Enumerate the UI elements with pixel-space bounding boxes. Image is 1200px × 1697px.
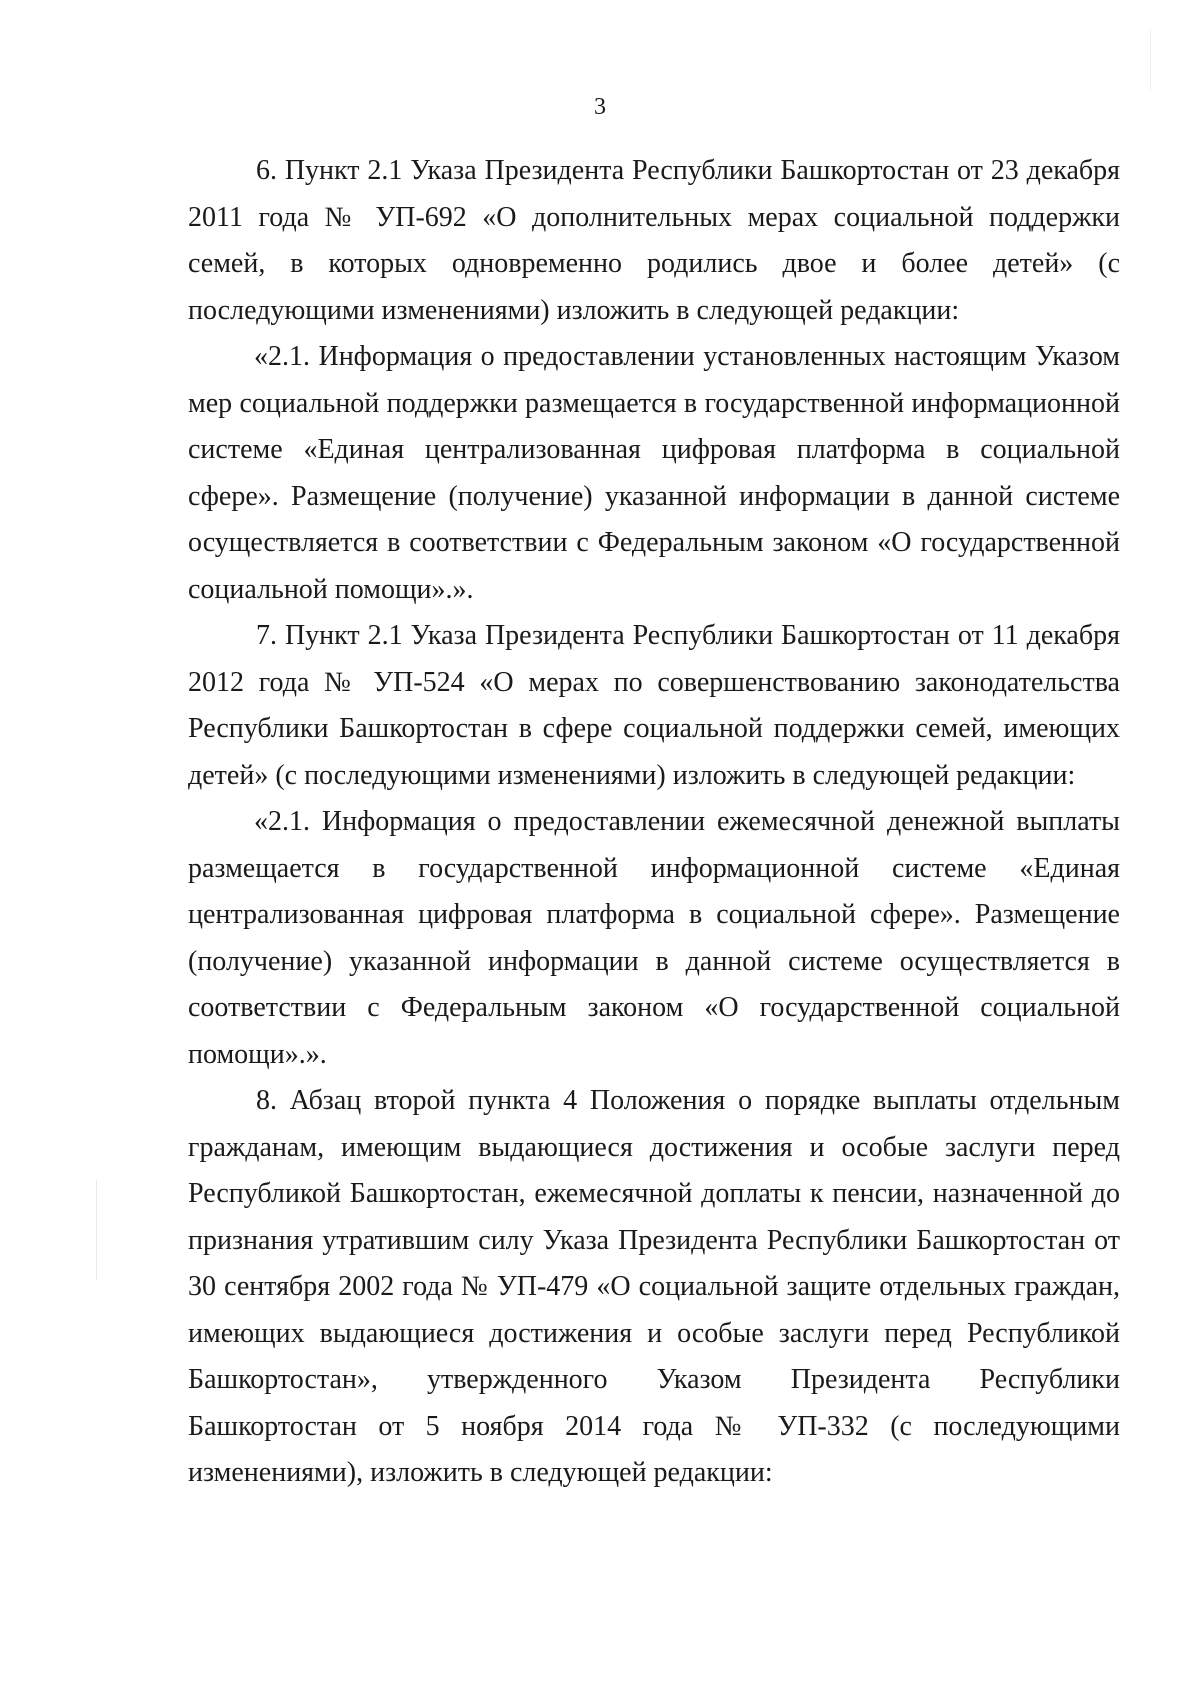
- paragraph-quote-2-1-first: «2.1. Информация о предоставлении установленных настоящим Указом мер социальной поддержки размещается в государственной информационной системе «Единая централизованная цифровая платформа в социальной сфере». Размещение (получение) указанной информации в данной системе осуществляется в соответствии с Федеральным законом «О государственной социальной помощи».».: [188, 341, 1120, 605]
- scan-artifact-line: [1150, 30, 1151, 90]
- paragraph-item-8: 8. Абзац второй пункта 4 Положения о порядке выплаты отдельным гражданам, имеющим выдающиеся достижения и особые заслуги перед Республикой Башкортостан, ежемесячной доплаты к пенсии, назначенной до признания утратившим силу Указа Президента Республики Башкортостан от 30 сентября 2002 года № УП-479 «О социальной защите отдельных граждан, имеющих выдающиеся достижения и особые заслуги перед Республикой Башкортостан», утвержденного Указом Президента Республики Башкортостан от 5 ноября 2014 года № УП-332 (с последующими изменениями), изложить в следующей редакции:: [188, 1085, 1120, 1488]
- document-body: [188, 148, 1120, 1497]
- paragraph-item-7: 7. Пункт 2.1 Указа Президента Республики Башкортостан от 11 декабря 2012 года № УП-524 «О мерах по совершенствованию законодательства Республики Башкортостан в сфере социальной поддержки семей, имеющих детей» (с последующими изменениями) изложить в следующей редакции:: [188, 620, 1120, 791]
- paragraph-item-6: 6. Пункт 2.1 Указа Президента Республики Башкортостан от 23 декабря 2011 года № УП-692 «О дополнительных мерах социальной поддержки семей, в которых одновременно родились двое и более детей» (с последующими изменениями) изложить в следующей редакции:: [188, 155, 1120, 326]
- paragraph-quote-2-1-second: «2.1. Информация о предоставлении ежемесячной денежной выплаты размещается в государственной информационной системе «Единая централизованная цифровая платформа в социальной сфере». Размещение (получение) указанной информации в данной системе осуществляется в соответствии с Федеральным законом «О государственной социальной помощи».».: [188, 806, 1120, 1070]
- scan-artifact-line: [96, 1180, 97, 1280]
- page-number: 3: [594, 94, 606, 120]
